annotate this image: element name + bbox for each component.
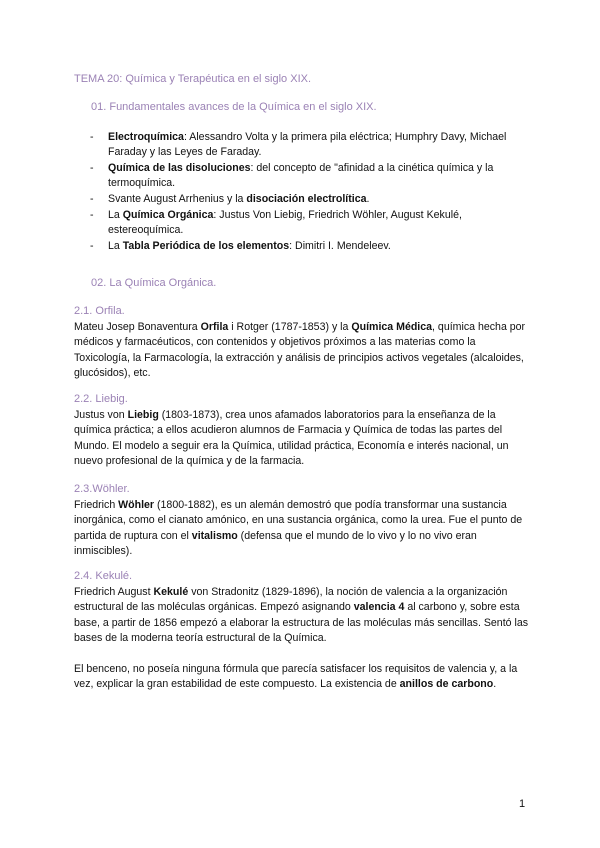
bold-text-run: anillos de carbono — [399, 678, 494, 691]
bold-text-run: Kekulé — [153, 586, 189, 598]
paragraph — [74, 662, 530, 693]
bold-text-run: Química de las disoluciones — [108, 162, 251, 174]
text-run: : Alessandro Volta y la primera pila eléctrica; Humphry Davy, Michael Faraday y las Leyes de Faraday. — [108, 131, 507, 158]
text-run: El benceno, no poseía ninguna fórmula que parecía satisfacer los requisitos de valencia y, a la vez, explicar la gran estabilidad de este compuesto. La existencia de — [74, 663, 518, 691]
text-run: Mateu Josep Bonaventura — [74, 321, 201, 333]
bullet-dash: - — [90, 193, 94, 205]
subsection-wohler — [74, 482, 530, 559]
bold-text-run: Química Orgánica — [122, 209, 214, 221]
subsection-heading: 2.3.Wöhler. — [74, 483, 130, 495]
paragraph — [74, 320, 530, 381]
section-2-heading: 02. La Química Orgánica. — [91, 277, 217, 289]
text-run: Svante August Arrhenius y la — [108, 193, 247, 205]
text-run: : del concepto de "afinidad a la cinética química y la termoquímica. — [108, 162, 494, 189]
bullet-dash: - — [90, 162, 94, 174]
bullet-text — [108, 209, 462, 236]
text-run: La — [108, 209, 123, 221]
text-run: (1800-1882), es un alemán demostró que podía transformar una sustancia inorgánica, como el cianato amónico, en una sustancia orgánica, como la urea. Fue el punto de partida de ruptura con el — [74, 499, 523, 542]
subsection-heading: 2.1. Orfila. — [74, 305, 125, 317]
text-run: : Justus Von Liebig, Friedrich Wöhler, August Kekulé, estereoquímica. — [108, 209, 462, 236]
bullet-dash: - — [90, 240, 94, 252]
text-run: i Rotger (1787-1853) y la — [228, 321, 352, 333]
subsection-orfila — [74, 304, 530, 381]
bullet-text — [108, 240, 391, 252]
bullet-text — [108, 193, 369, 205]
text-run: . — [493, 678, 497, 691]
subsection-liebig — [74, 392, 530, 469]
text-run: Justus von — [74, 409, 128, 421]
subsection-heading: 2.4. Kekulé. — [74, 570, 133, 582]
bullet-item — [90, 208, 530, 238]
section-1-heading: 01. Fundamentales avances de la Química en el siglo XIX. — [91, 101, 377, 113]
subsection-kekule — [74, 569, 530, 693]
text-run: al carbono y, sobre esta base, a partir de 1856 empezó a elaborar la estructura de las moléculas más sencillas. Sentó las bases de la moderna teoría estructural de la Química. — [74, 601, 529, 644]
bullet-item — [90, 239, 530, 254]
text-run: : Dimitri I. Mendeleev. — [289, 240, 391, 252]
bold-text-run: valencia 4 — [353, 601, 405, 614]
document-title: TEMA 20: Química y Terapéutica en el siglo XIX. — [74, 73, 312, 85]
bold-text-run: Liebig — [127, 409, 159, 421]
bullet-dash: - — [90, 209, 94, 221]
text-run: (defensa que el mundo de lo vivo y lo no vivo eran inmiscibles). — [74, 529, 477, 557]
bold-text-run: Electroquímica — [108, 131, 184, 143]
bullet-dash: - — [90, 131, 94, 143]
bold-text-run: vitalismo — [191, 529, 238, 542]
paragraph — [74, 408, 530, 469]
paragraph — [74, 498, 530, 559]
bullet-text — [108, 162, 493, 189]
paragraph — [74, 585, 530, 646]
text-run: Friedrich — [74, 499, 119, 511]
text-run: (1803-1873), crea unos afamados laboratorios para la enseñanza de la química práctica; a ellos acudieron alumnos de Farmacia y Química de todas las partes del Mundo. El modelo a seguir era la Química, utilidad práctica, Economía e interés nacional, un nuevo profesional de la química y de la farmacia. — [74, 409, 509, 467]
text-run: , química hecha por médicos y farmacéuticos, con contenidos y objetivos próximos a las materias como la Toxicología, la Farmacología, la extracción y análisis de principios activos vegetales (alcaloides, glucósidos), etc. — [74, 321, 526, 379]
bold-text-run: Orfila — [200, 321, 229, 333]
text-run: von Stradonitz (1829-1896), la noción de valencia a la organización estructural de las moléculas orgánicas. Empezó asignando — [74, 586, 508, 614]
bold-text-run: Wöhler — [118, 499, 155, 511]
text-run: La — [108, 240, 123, 252]
text-run: . — [366, 193, 370, 205]
section-1-bullet-list — [90, 130, 530, 255]
bullet-item — [90, 161, 530, 191]
bullet-item — [90, 130, 530, 160]
subsection-heading: 2.2. Liebig. — [74, 393, 128, 405]
bold-text-run: disociación electrolítica — [246, 193, 367, 205]
page-number: 1 — [519, 798, 526, 810]
text-run: Friedrich August — [74, 586, 154, 598]
bold-text-run: Tabla Periódica de los elementos — [122, 240, 290, 252]
bullet-item — [90, 192, 530, 207]
bullet-text — [108, 131, 506, 158]
bold-text-run: Química Médica — [351, 321, 433, 333]
